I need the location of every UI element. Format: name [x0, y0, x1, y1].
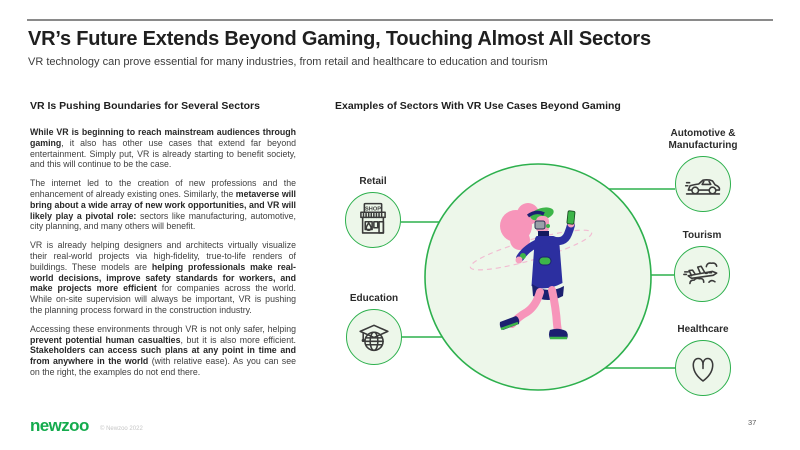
sector-label-retail: Retail [359, 176, 387, 187]
sector-label-automotive-manufacturing: Automotive & Manufacturing [668, 128, 738, 151]
bold-text: prevent potential human casualties [30, 334, 181, 345]
sector-label-education: Education [349, 293, 399, 304]
sector-circle-retail [345, 192, 401, 248]
right-column-heading: Examples of Sectors With VR Use Cases Beyond Gaming [335, 100, 621, 112]
graduation-globe-icon [355, 318, 393, 356]
car-icon [684, 165, 722, 203]
handheld-device [567, 211, 575, 225]
body-text: VR is already helping designers and architects virtually visualize their real-world projects via high-fidelity, true-to-life renders of buildings. These models are [30, 240, 296, 272]
page-number: 37 [748, 418, 757, 427]
sector-circle-healthcare [675, 340, 731, 396]
body-text: for companies across the world. While on-site supervision will always be important, VR is pushing the planning process forward in the construction industry. [30, 283, 296, 315]
sector-label-tourism: Tourism [682, 230, 722, 241]
body-text: The internet led to the creation of new professions and the enhancement of already existing ones. Similarly, the [30, 178, 296, 199]
slide-subtitle: VR technology can prove essential for many industries, from retail and healthcare to education and tourism [28, 56, 548, 68]
body-text: Accessing these environments through VR is not only safer, helping [30, 323, 296, 334]
body-text: , but it is also more efficient. [180, 334, 296, 345]
body-text: sectors like manufacturing, automotive, city planning, and many others will benefit. [30, 210, 296, 232]
airplane-clouds-icon [683, 255, 721, 293]
sector-circle-tourism [674, 246, 730, 302]
body-text: , it also has other use cases that extend far beyond entertainment. Simply put, VR is already starting to benefit society, and this will continue to be the case. [30, 137, 296, 170]
bold-text: While VR is beginning to reach mainstream audiences through gaming [30, 127, 296, 148]
sector-circle-automotive-manufacturing [675, 156, 731, 212]
slide-title: VR’s Future Extends Beyond Gaming, Touching Almost All Sectors [28, 28, 651, 50]
body-text: (with relative ease). As you can see on the right, the examples do not end there. [30, 356, 296, 377]
heart-icon [684, 349, 722, 387]
sector-node-automotive-manufacturing [648, 128, 758, 212]
sector-node-healthcare [653, 324, 753, 396]
copyright-text: © Newzoo 2022 [100, 426, 143, 432]
sector-node-education [324, 293, 424, 365]
bold-text: Stakeholders can access such plans at any point in time and from anywhere in the world [30, 345, 296, 367]
sector-node-retail [323, 176, 423, 248]
newzoo-logo: newzoo [30, 416, 89, 435]
sector-node-tourism [652, 230, 752, 302]
sector-label-healthcare: Healthcare [677, 324, 729, 335]
svg-text:SHOP: SHOP [365, 206, 381, 213]
bold-text: helping professionals make real-world decisions, improve safety standards for workers, and make projects more efficient [30, 261, 296, 294]
left-column-heading: VR Is Pushing Boundaries for Several Sectors [30, 100, 260, 112]
bold-text: metaverse will bring about a wide array of new work opportunities, and VR will likely play a pivotal role: [30, 188, 296, 221]
vr-headset [535, 221, 545, 229]
sector-circle-education [346, 309, 402, 365]
storefront-icon [354, 201, 392, 239]
